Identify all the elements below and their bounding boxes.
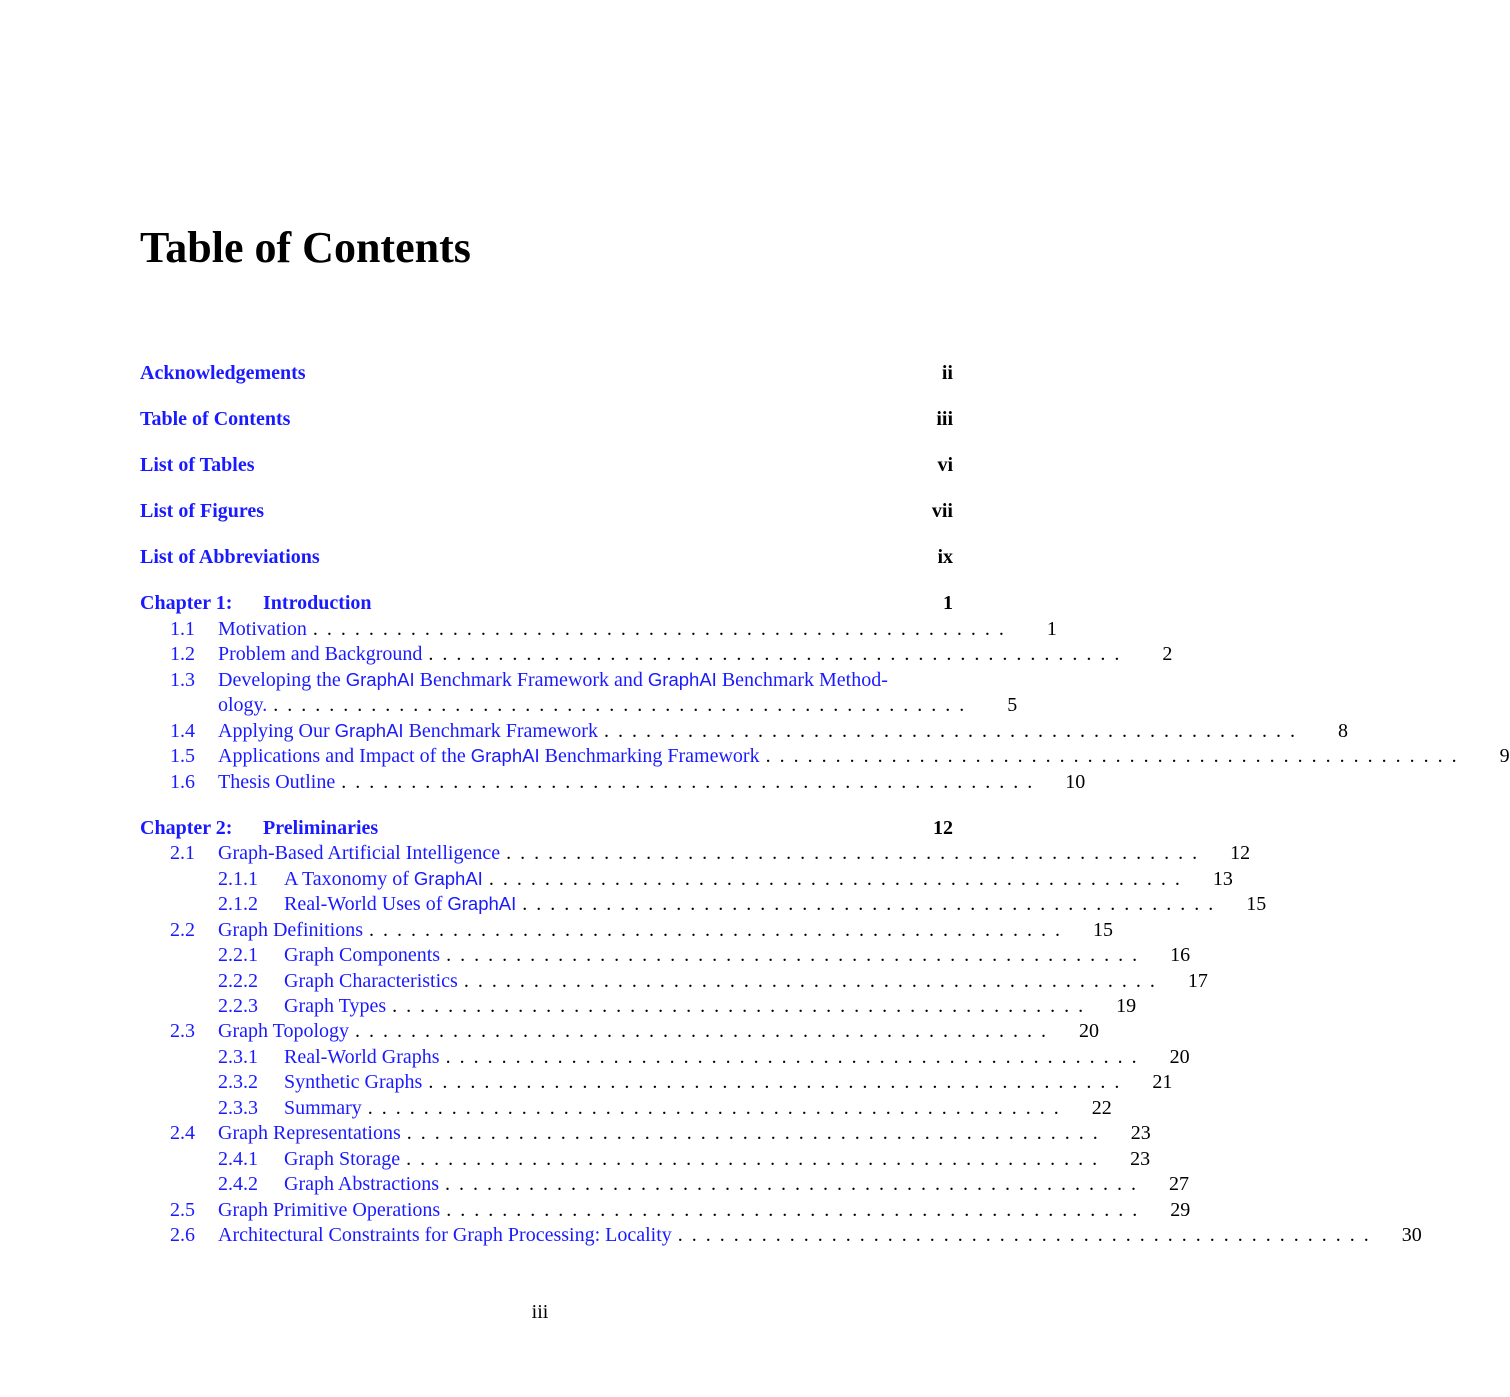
section-number[interactable]: 2.1.2 [218,893,258,915]
leader-dots: .................................................. [446,944,1147,966]
toc-page: vii [931,500,953,522]
leader-dots: .................................................. [312,618,1013,640]
leader-dots: .................................................. [765,745,1466,767]
leader-dots: .................................................. [428,1071,1129,1093]
toc-section-1-6[interactable] [170,769,1086,795]
toc-page: ii [941,362,953,384]
section-title[interactable]: Summary [284,1097,362,1119]
toc-item-list-of-tables[interactable] [140,452,953,478]
section-number[interactable]: 2.4.2 [218,1173,258,1195]
leader-dots: .................................................. [446,1199,1147,1221]
leader-dots: .................................................. [392,995,1093,1017]
section-title[interactable]: Applying Our GraphAI Benchmark Framework [218,720,598,742]
toc-section-1-5[interactable] [170,743,1510,769]
section-title[interactable]: Real-World Uses of GraphAI [284,893,517,915]
toc-section-2-5[interactable] [170,1197,1191,1223]
section-number[interactable]: 1.6 [170,771,195,793]
toc-label[interactable]: Acknowledgements [140,362,306,384]
toc-page: 15 [1092,919,1113,941]
toc-chapter-1[interactable] [140,590,953,616]
toc-chapter-2[interactable] [140,815,953,841]
section-number[interactable]: 1.1 [170,618,195,640]
toc-page: 9 [1499,745,1510,767]
toc-page: 19 [1116,995,1137,1017]
section-number[interactable]: 2.2.1 [218,944,258,966]
chapter-number[interactable]: Chapter 2: [140,817,233,839]
toc-page: vi [937,454,953,476]
section-title[interactable]: Graph Storage [284,1148,401,1170]
toc-page: 20 [1169,1046,1190,1068]
section-title[interactable]: Graph Representations [218,1122,401,1144]
section-title[interactable]: ology. [218,694,268,716]
leader-dots: .................................................. [367,1097,1068,1119]
section-number[interactable]: 2.1.1 [218,868,258,890]
section-title[interactable]: A Taxonomy of GraphAI [284,868,483,890]
leader-dots: .................................................. [341,771,1042,793]
page-title: Table of Contents [140,223,471,272]
leader-dots: .................................................. [677,1224,1378,1246]
toc-section-2-3[interactable] [170,1018,1099,1044]
section-number[interactable]: 2.6 [170,1224,195,1246]
section-number[interactable]: 1.4 [170,720,195,742]
toc-label[interactable]: List of Figures [140,500,265,522]
leader-dots: .................................................. [355,1020,1055,1042]
toc-page: 1 [1046,618,1057,640]
toc-page: 15 [1246,893,1267,915]
section-number[interactable]: 2.4.1 [218,1148,258,1170]
toc-subsection-2-4-1[interactable] [218,1146,1151,1172]
toc-section-1-2[interactable] [170,641,1173,667]
section-title[interactable]: Synthetic Graphs [284,1071,423,1093]
leader-dots: .................................................. [463,970,1164,992]
toc-page: 20 [1079,1020,1099,1042]
leader-dots: .................................................. [273,694,974,716]
section-title[interactable]: Real-World Graphs [284,1046,440,1068]
toc-label[interactable]: List of Tables [140,454,255,476]
toc-page: 8 [1337,720,1348,742]
leader-dots: .................................................. [522,893,1223,915]
toc-page: 29 [1170,1199,1191,1221]
section-title[interactable]: Motivation [218,618,307,640]
toc-page: 10 [1065,771,1086,793]
toc-page: 23 [1130,1122,1151,1144]
toc-page: 12 [933,817,953,839]
leader-dots: .................................................. [428,643,1129,665]
toc-section-2-4[interactable] [170,1120,1151,1146]
toc-label[interactable]: List of Abbreviations [140,546,320,568]
toc-page: 22 [1091,1097,1112,1119]
section-title[interactable]: Graph-Based Artificial Intelligence [218,842,501,864]
chapter-title[interactable]: Preliminaries [263,817,379,839]
toc-section-2-2[interactable] [170,917,1113,943]
section-title[interactable]: Thesis Outline [218,771,336,793]
toc-page: 1 [943,592,953,614]
section-title[interactable]: Developing the GraphAI Benchmark Framework and GraphAI Benchmark Method- [218,669,888,691]
section-number[interactable]: 1.5 [170,745,195,767]
toc-page: 27 [1168,1173,1189,1195]
toc-item-list-of-abbreviations[interactable] [140,544,953,570]
toc-page: 21 [1152,1071,1173,1093]
toc-subsection-2-1-2[interactable] [218,891,1267,917]
toc-page: 17 [1187,970,1208,992]
toc-page: 23 [1130,1148,1151,1170]
leader-dots: .................................................. [445,1046,1146,1068]
leader-dots: .................................................. [603,720,1304,742]
toc-item-table-of-contents[interactable] [140,406,953,432]
section-number[interactable]: 2.2.2 [218,970,258,992]
leader-dots: .................................................. [488,868,1189,890]
section-title[interactable]: Graph Topology [218,1020,349,1042]
toc-page: 2 [1162,643,1173,665]
section-title[interactable]: Graph Primitive Operations [218,1199,441,1221]
toc-section-2-1[interactable] [170,840,1251,866]
leader-dots: .................................................. [368,919,1069,941]
toc-section-1-4[interactable] [170,718,1348,744]
section-number[interactable]: 1.2 [170,643,195,665]
toc-subsection-2-1-1[interactable] [218,866,1233,892]
toc-label[interactable]: Table of Contents [140,408,291,430]
toc-section-1-3[interactable] [170,667,953,693]
section-number[interactable]: 2.3.1 [218,1046,258,1068]
toc-page: 13 [1212,868,1233,890]
toc-page: 16 [1170,944,1191,966]
section-title[interactable]: Problem and Background [218,643,423,665]
toc-page: 30 [1401,1224,1422,1246]
toc-subsection-2-3-3[interactable] [218,1095,1112,1121]
section-number[interactable]: 2.5 [170,1199,195,1221]
section-title[interactable]: Graph Types [284,995,387,1017]
section-number[interactable]: 2.3 [170,1020,195,1042]
section-title[interactable]: Graph Components [284,944,441,966]
leader-dots: .................................................. [406,1148,1107,1170]
section-title[interactable]: Architectural Constraints for Graph Processing: Locality [218,1224,672,1246]
toc-section-2-6[interactable] [170,1222,1422,1248]
section-number[interactable]: 2.4 [170,1122,195,1144]
section-number[interactable]: 2.3.2 [218,1071,258,1093]
section-number[interactable]: 2.3.3 [218,1097,258,1119]
toc-subsection-2-3-2[interactable] [218,1069,1173,1095]
section-number[interactable]: 2.2 [170,919,195,941]
toc-subsection-2-2-2[interactable] [218,968,1208,994]
section-number[interactable]: 2.2.3 [218,995,258,1017]
toc-section-1-3-cont[interactable] [170,692,1018,718]
section-title[interactable]: Graph Characteristics [284,970,458,992]
toc-subsection-2-2-1[interactable] [218,942,1191,968]
toc-subsection-2-2-3[interactable] [218,993,1137,1019]
toc-page: 5 [1007,694,1018,716]
section-number[interactable]: 2.1 [170,842,195,864]
toc-page: iii [936,408,953,430]
section-title[interactable]: Applications and Impact of the GraphAI Benchmarking Framework [218,745,760,767]
leader-dots: .................................................. [506,842,1207,864]
toc-item-acknowledgements[interactable] [140,360,953,386]
chapter-number[interactable]: Chapter 1: [140,592,233,614]
section-title[interactable]: Graph Definitions [218,919,363,941]
toc-subsection-2-3-1[interactable] [218,1044,1190,1070]
toc-subsection-2-4-2[interactable] [218,1171,1189,1197]
leader-dots: .................................................. [406,1122,1107,1144]
leader-dots: .................................................. [444,1173,1145,1195]
toc-page: 12 [1230,842,1251,864]
toc-section-1-1[interactable] [170,616,1057,642]
section-title[interactable]: Graph Abstractions [284,1173,439,1195]
section-number[interactable]: 1.3 [170,669,195,691]
toc-item-list-of-figures[interactable] [140,498,953,524]
toc-page: ix [937,546,953,568]
chapter-title[interactable]: Introduction [263,592,372,614]
page-number: iii [531,1301,549,1323]
